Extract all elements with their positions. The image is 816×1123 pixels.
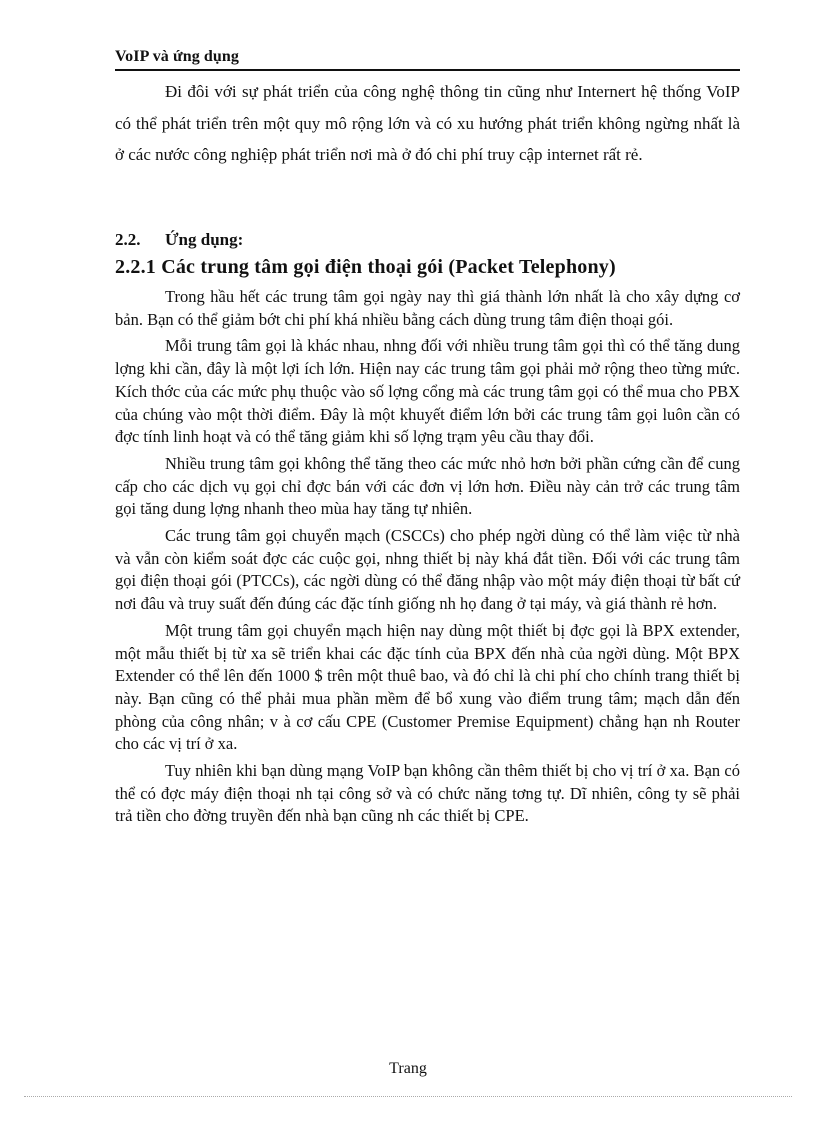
paragraph: Trong hầu hết các trung tâm gọi ngày nay thì giá thành lớn nhất là cho xây dựng cơ bản. Bạn có thể giảm bớt chi phí khá nhiều bằng cách dùng trung tâm điện thoại gói. (115, 287, 740, 329)
paragraph: Tuy nhiên khi bạn dùng mạng VoIP bạn không cần thêm thiết bị cho vị trí ở xa. Bạn có thể có đợc máy điện thoại nh tại công sở và có chức năng tơng tự. Dĩ nhiên, công ty sẽ phải trả tiền cho đờng truyền đến nhà bạn cũng nh các thiết bị CPE. (115, 761, 740, 826)
page-bottom-divider (24, 1096, 792, 1097)
section-title: Ứng dụng: (165, 230, 244, 249)
paragraph: Mỗi trung tâm gọi là khác nhau, nhng đối với nhiều trung tâm gọi thì có thể tăng dung lợng khi cần, đây là một lợi ích lớn. Hiện nay các trung tâm gọi phải mở rộng theo từng mức. Kích thớc của các mức phụ thuộc vào số lợng cổng mà các trung tâm gọi có thể mua cho PBX của chúng vào một thời điểm. Đây là một khuyết điểm lớn bởi các trung tâm gọi luôn cần có đợc tính linh hoạt và có thể tăng giảm khi số lợng trạm yêu cầu thay đổi. (115, 336, 740, 447)
subsection-heading-2-2-1: 2.2.1 Các trung tâm gọi điện thoại gói (Packet Telephony) (115, 256, 616, 278)
section-number: 2.2. (115, 230, 141, 249)
paragraph: Một trung tâm gọi chuyển mạch hiện nay dùng một thiết bị đợc gọi là BPX extender, một mẫu thiết bị từ xa sẽ triển khai các đặc tính của BPX đến nhà của ngời dùng. Một BPX Extender có thể lên đến 1000 $ trên một thuê bao, và đó chỉ là chi phí cho chính trang thiết bị này. Bạn cũng có thể phải mua phần mềm để bổ xung vào điểm trung tâm; mạch dẫn đến phòng của công nhân; v à cơ cấu CPE (Customer Premise Equipment) chẳng hạn nh Router cho các vị trí ở xa. (115, 620, 740, 754)
running-header: VoIP và ứng dụng (115, 48, 740, 71)
paragraph: Các trung tâm gọi chuyển mạch (CSCCs) cho phép ngời dùng có thể làm việc từ nhà và vẫn còn kiểm soát đợc các cuộc gọi, nhng thiết bị này khá đắt tiền. Đối với các trung tâm gọi điện thoại gói (PTCCs), các ngời dùng có thể đăng nhập vào một máy điện thoại từ bất cứ nơi đâu và truy suất đến đúng các đặc tính giống nh họ đang ở tại máy, và giá thành rẻ hơn. (115, 526, 740, 614)
section-heading-2-2 (115, 230, 243, 250)
intro-paragraph: Đi đôi với sự phát triển của công nghệ thông tin cũng như Internert hệ thống VoIP có thể phát triển trên một quy mô rộng lớn và có xu hướng phát triển không ngừng nhất là ở các nước công nghiệp phát triển nơi mà ở đó chi phí truy cập internet rất rẻ. (115, 82, 740, 164)
intro-section (115, 76, 740, 171)
body-text (115, 286, 740, 832)
page-footer: Trang (389, 1060, 427, 1077)
paragraph: Nhiều trung tâm gọi không thể tăng theo các mức nhỏ hơn bởi phần cứng cần để cung cấp cho các dịch vụ gọi chỉ đợc bán với các đơn vị lớn hơn. Điều này cản trở các trung tâm gọi tăng dung lợng nhanh theo mùa hay tăng tự nhiên. (115, 453, 740, 519)
